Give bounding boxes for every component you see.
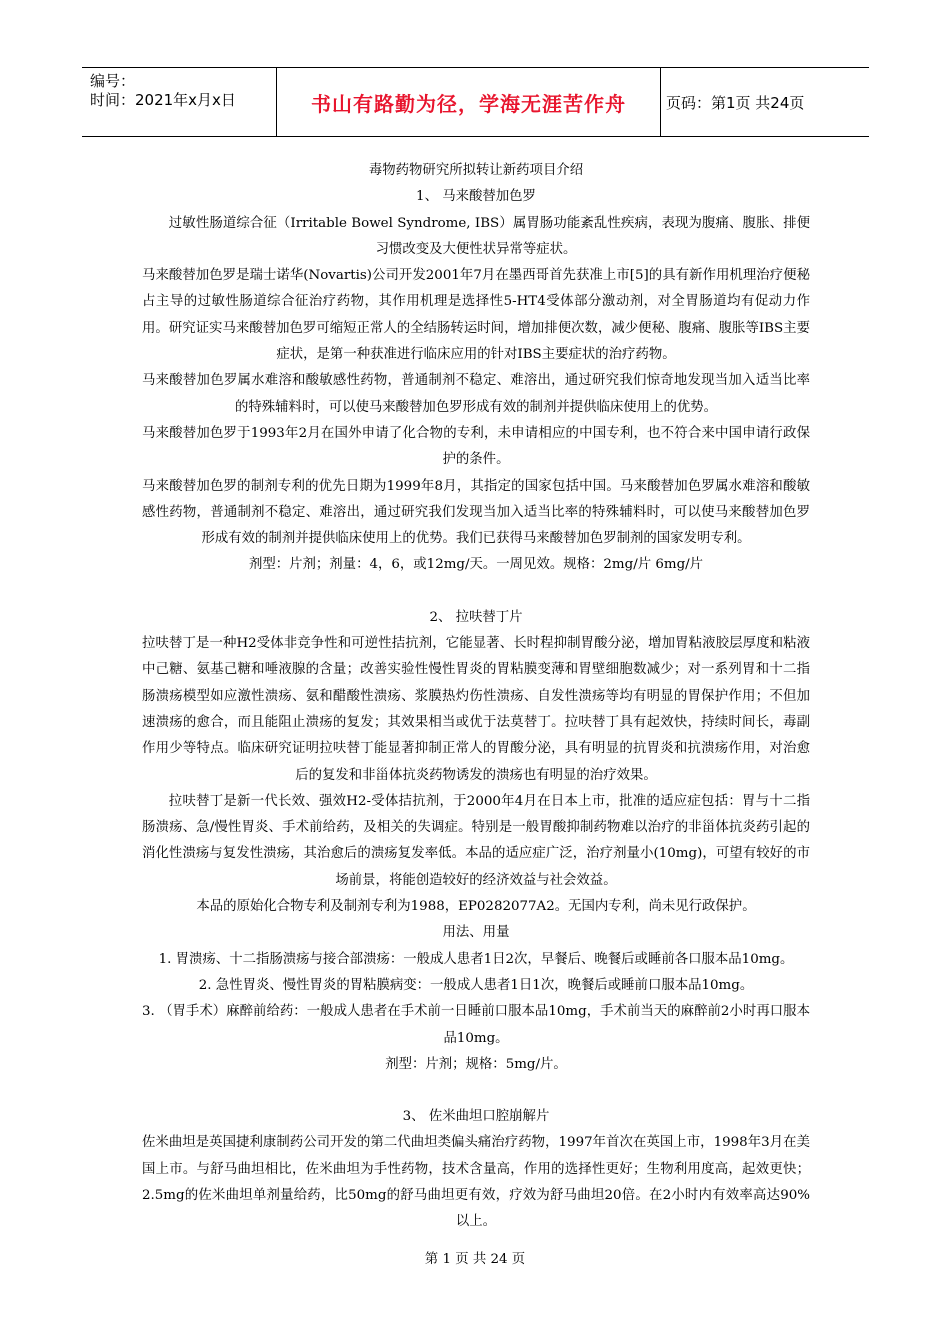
section-1-paragraph: 马来酸替加色罗于1993年2月在国外申请了化合物的专利，未申请相应的中国专利，也不符合来中国申请行政保护的条件。 [142, 425, 810, 468]
header-motto-cell [277, 68, 661, 136]
document-title: 毒物药物研究所拟转让新药项目介绍 [368, 163, 584, 178]
spacer [142, 579, 810, 605]
section-1-heading: 1、 马来酸替加色罗 [416, 189, 536, 205]
usage-item: 2. 急性胃炎、慢性胃炎的胃粘膜病变：一般成人患者1日1次，晚餐后或睡前口服本品10mg。 [198, 977, 754, 993]
section-1-paragraph: 马来酸替加色罗属水难溶和酸敏感性药物，普通制剂不稳定、难溶出，通过研究我们惊奇地发现当加入适当比率的特殊辅料时，可以使马来酸替加色罗形成有效的制剂并提供临床使用上的优势。 [142, 373, 810, 415]
section-2-heading: 2、 拉呋替丁片 [429, 609, 523, 625]
section-1-paragraph: 过敏性肠道综合征（Irritable Bowel Syndrome, IBS）属胃肠功能紊乱性疾病，表现为腹痛、腹胀、排便习惯改变及大便性状异常等症状。 [168, 215, 810, 257]
section-2-paragraph: 拉呋替丁是新一代长效、强效H2-受体拮抗剂，于2000年4月在日本上市，批准的适应症包括：胃与十二指肠溃疡、急/慢性胃炎、手术前给药，及相关的失调症。特别是一般胃酸抑制药物难以治疗的非甾体抗炎药引起的消化性溃疡与复发性溃疡，其治愈后的溃疡复发率低。本品的适应症广泛，治疗剂量小(10mg)，可望有较好的市场前景，将能创造较好的经济效益与社会效益。 [142, 793, 810, 888]
page-footer: 第 1 页 共 24 页 [424, 1252, 526, 1267]
motto-text: 书山有路勤为径，学海无涯苦作舟 [311, 91, 626, 116]
usage-item: 1. 胃溃疡、十二指肠溃疡与接合部溃疡：一般成人患者1日2次，早餐后、晚餐后或睡前各口服本品10mg。 [158, 951, 794, 967]
section-1-paragraph: 马来酸替加色罗的制剂专利的优先日期为1999年8月，其指定的国家包括中国。马来酸替加色罗属水难溶和酸敏感性药物，普通制剂不稳定、难溶出，通过研究我们发现当加入适当比率的特殊辅料时，可以使马来酸替加色罗形成有效的制剂并提供临床使用上的优势。我们已获得马来酸替加色罗制剂的国家发明专利。 [142, 478, 810, 547]
section-1-paragraph: 马来酸替加色罗是瑞士诺华(Novartis)公司开发2001年7月在墨西哥首先获准上市[5]的具有新作用机理治疗便秘占主导的过敏性肠道综合征治疗药物，其作用机理是选择性5-HT4受体部分激动剂，对全胃肠道均有促动力作用。研究证实马来酸替加色罗可缩短正常人的全结肠转运时间，增加排便次数，减少便秘、腹痛、腹胀等IBS主要症状，是第一种获准进行临床应用的针对IBS主要症状的治疗药物。 [142, 268, 810, 363]
time-label: 时间：2021年x月x日 [90, 91, 236, 109]
usage-item: 3. （胃手术）麻醉前给药：一般成人患者在手术前一日睡前口服本品10mg，手术前当天的麻醉前2小时再口服本品10mg。 [142, 1004, 810, 1046]
page-label: 页码：第1页 共24页 [666, 94, 805, 112]
usage-title: 用法、用量 [442, 925, 510, 941]
section-3-paragraph: 佐米曲坦是英国捷利康制药公司开发的第二代曲坦类偏头痛治疗药物，1997年首次在英国上市，1998年3月在美国上市。与舒马曲坦相比，佐米曲坦为手性药物，技术含量高，作用的选择性更好；生物利用度高，起效更快；2.5mg的佐米曲坦单剂量给药，比50mg的舒马曲坦更有效，疗效为舒马曲坦20倍。在2小时内有效率高达90%以上。 [142, 1135, 810, 1230]
number-label: 编号： [90, 72, 136, 90]
spacer [142, 1078, 810, 1104]
section-3-heading: 3、 佐米曲坦口腔崩解片 [402, 1109, 550, 1125]
section-2-paragraph: 本品的原始化合物专利及制剂专利为1988，EP0282077A2。无国内专利，尚未见行政保护。 [196, 899, 756, 915]
section-1-spec: 剂型：片剂；剂量：4，6，或12mg/天。一周见效。规格：2mg/片 6mg/片 [248, 557, 704, 573]
document-body [142, 158, 810, 1236]
section-2-paragraph: 拉呋替丁是一种H2受体非竞争性和可逆性拮抗剂，它能显著、长时程抑制胃酸分泌，增加胃粘液胶层厚度和粘液中己糖、氨基己糖和唾液腺的含量；改善实验性慢性胃炎的胃粘膜变薄和胃壁细胞数减少；对一系列胃和十二指肠溃疡模型如应激性溃疡、氨和醋酸性溃疡、浆膜热灼伤性溃疡、自发性溃疡等均有明显的胃保护作用；不但加速溃疡的愈合，而且能阻止溃疡的复发；其效果相当或优于法莫替丁。拉呋替丁具有起效快，持续时间长，毒副作用少等特点。临床研究证明拉呋替丁能显著抑制正常人的胃酸分泌，具有明显的抗胃炎和抗溃疡作用，对治愈后的复发和非甾体抗炎药物诱发的溃疡也有明显的治疗效果。 [142, 636, 810, 783]
header-table [82, 67, 869, 137]
section-2-spec: 剂型：片剂；规格：5mg/片。 [385, 1056, 567, 1072]
header-info-cell [82, 68, 277, 136]
